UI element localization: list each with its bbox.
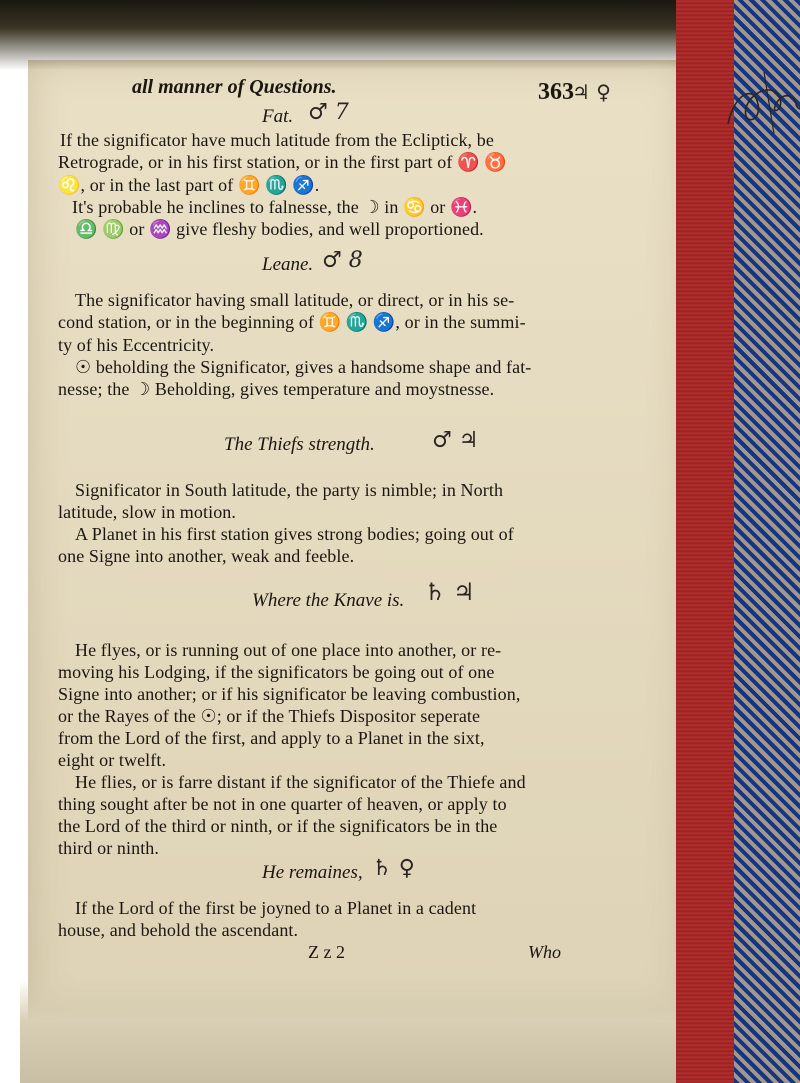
body-line: The significator having small latitude, or direct, or in his se- [75,290,515,310]
body-line: from the Lord of the first, and apply to a Planet in the sixt, [58,728,485,748]
body-line: cond station, or in the beginning of ♊ ♏ ♐, or in the summi- [58,312,526,332]
body-line: house, and behold the ascendant. [58,920,299,940]
running-head: all manner of Questions. [132,76,337,98]
red-fore-edge [676,0,800,1083]
section-heading-remaines: He remaines, [262,862,363,883]
body-line: or the Rayes of the ☉; or if the Thiefs Dispositor seperate [58,706,481,726]
section-heading-fat: Fat. [262,106,294,127]
body-line: eight or twelft. [58,750,167,770]
page-number: 363 [538,79,574,105]
body-line: A Planet in his first station gives strong bodies; going out of [75,524,514,544]
marbled-endpaper [734,0,800,1083]
body-line: He flyes, or is running out of one place into another, or re- [75,640,502,660]
body-line: ♌, or in the last part of ♊ ♏ ♐. [58,175,320,195]
body-line: Retrograde, or in his first station, or in the first part of ♈ ♉ [58,152,507,172]
body-line: Signe into another; or if his significator be leaving combustion, [58,684,521,704]
body-line: thing sought after be not in one quarter of heaven, or apply to [58,794,507,814]
body-line: latitude, slow in motion. [58,502,236,522]
signature-mark: Z z 2 [308,942,345,962]
body-line: moving his Lodging, if the significators be going out of one [58,662,495,682]
body-line: ♎ ♍ or ♒ give fleshy bodies, and well proportioned. [75,219,484,239]
handwritten-note: ♄ ♃ [424,578,475,606]
handwritten-signature [724,64,800,144]
handwritten-note: ♄ ♀ [372,856,415,881]
body-line: nesse; the ☽ Beholding, gives temperature and moystnesse. [58,379,495,399]
body-line: If the Lord of the first be joyned to a Planet in a cadent [75,898,477,918]
red-edge-band [676,0,734,1083]
body-line: third or ninth. [58,838,159,858]
bottom-page-edge [20,980,700,1083]
body-line: He flies, or is farre distant if the significator of the Thiefe and [75,772,526,792]
body-line: It's probable he inclines to falnesse, the ☽ in ♋ or ♓. [72,197,478,217]
handwritten-note: ♂ 8 [322,248,363,273]
handwritten-note: ♂ 7 [308,100,349,125]
body-line: ☉ beholding the Significator, gives a handsome shape and fat- [75,357,532,377]
section-heading-leane: Leane. [262,254,314,275]
catchword: Who [528,942,561,962]
section-heading-where: Where the Knave is. [252,590,405,611]
body-line: the Lord of the third or ninth, or if the significators be in the [58,816,498,836]
handwritten-note: ♂ ♃ [432,428,479,453]
body-line: ty of his Eccentricity. [58,335,215,355]
body-line: If the significator have much latitude from the Ecliptick, be [60,130,494,150]
section-heading-strength: The Thiefs strength. [224,434,375,455]
body-line: Significator in South latitude, the party is nimble; in North [75,480,504,500]
body-line: one Signe into another, weak and feeble. [58,546,355,566]
handwritten-note: ♃ ♀ [572,80,611,104]
